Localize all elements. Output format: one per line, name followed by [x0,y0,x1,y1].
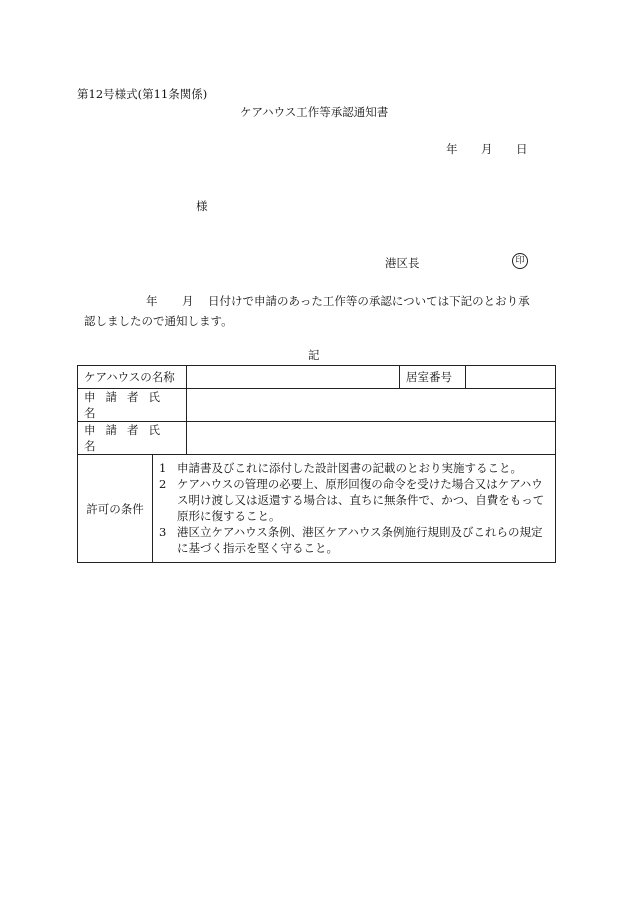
facility-row [78,366,556,389]
conditions-label: 許可の条件 [78,455,153,563]
condition-number: 1 [159,461,167,475]
document-title: ケアハウス工作等承認通知書 [240,105,389,119]
date-year-label: 年 [446,142,458,156]
condition-number: 3 [159,525,167,539]
condition-text: 港区立ケアハウス条例、港区ケアハウス条例施行規則及びこれらの規定に基づく指示を堅く守ること。 [177,525,543,555]
applicant-name-label: 申請者氏名 [78,389,187,422]
condition-number: 2 [159,477,167,491]
body-line-2: 認しましたので通知します。 [84,314,233,328]
applicant-name-value[interactable] [187,389,556,422]
room-number-value[interactable] [466,366,556,389]
applicant-row-1 [78,389,556,422]
facility-name-label: ケアハウスの名称 [78,366,187,389]
addressee-honorific: 様 [196,199,208,213]
form-number: 第12号様式(第11条関係) [77,87,208,101]
facility-name-value[interactable] [187,366,400,389]
applicant-row-2 [78,422,556,455]
condition-item [159,524,549,556]
body-line-1: 日付けで申請のあった工作等の承認については下記のとおり承 [208,294,530,308]
conditions-cell [153,455,556,563]
body-year-label: 年 [146,294,158,308]
record-heading: 記 [308,348,320,362]
condition-item [159,460,549,476]
date-day-label: 日 [516,142,528,156]
condition-text: ケアハウスの管理の必要上、原形回復の命令を受けた場合又はケアハウス明け渡し又は返還する場合は、直ちに無条件で、かつ、自費をもって原形に復すること。 [177,477,545,523]
notice-body [84,291,564,331]
applicant-name-label: 申請者氏名 [78,422,187,455]
conditions-row [78,455,556,563]
date-month-label: 月 [481,142,493,156]
conditions-table [77,365,556,563]
sender-title: 港区長 [385,256,420,270]
condition-text: 申請書及びこれに添付した設計図書の記載のとおり実施すること。 [177,461,522,475]
room-number-label: 居室番号 [400,366,466,389]
condition-item [159,476,549,524]
seal-mark: 印 [512,253,528,269]
body-month-label: 月 [182,294,194,308]
applicant-name-value[interactable] [187,422,556,455]
